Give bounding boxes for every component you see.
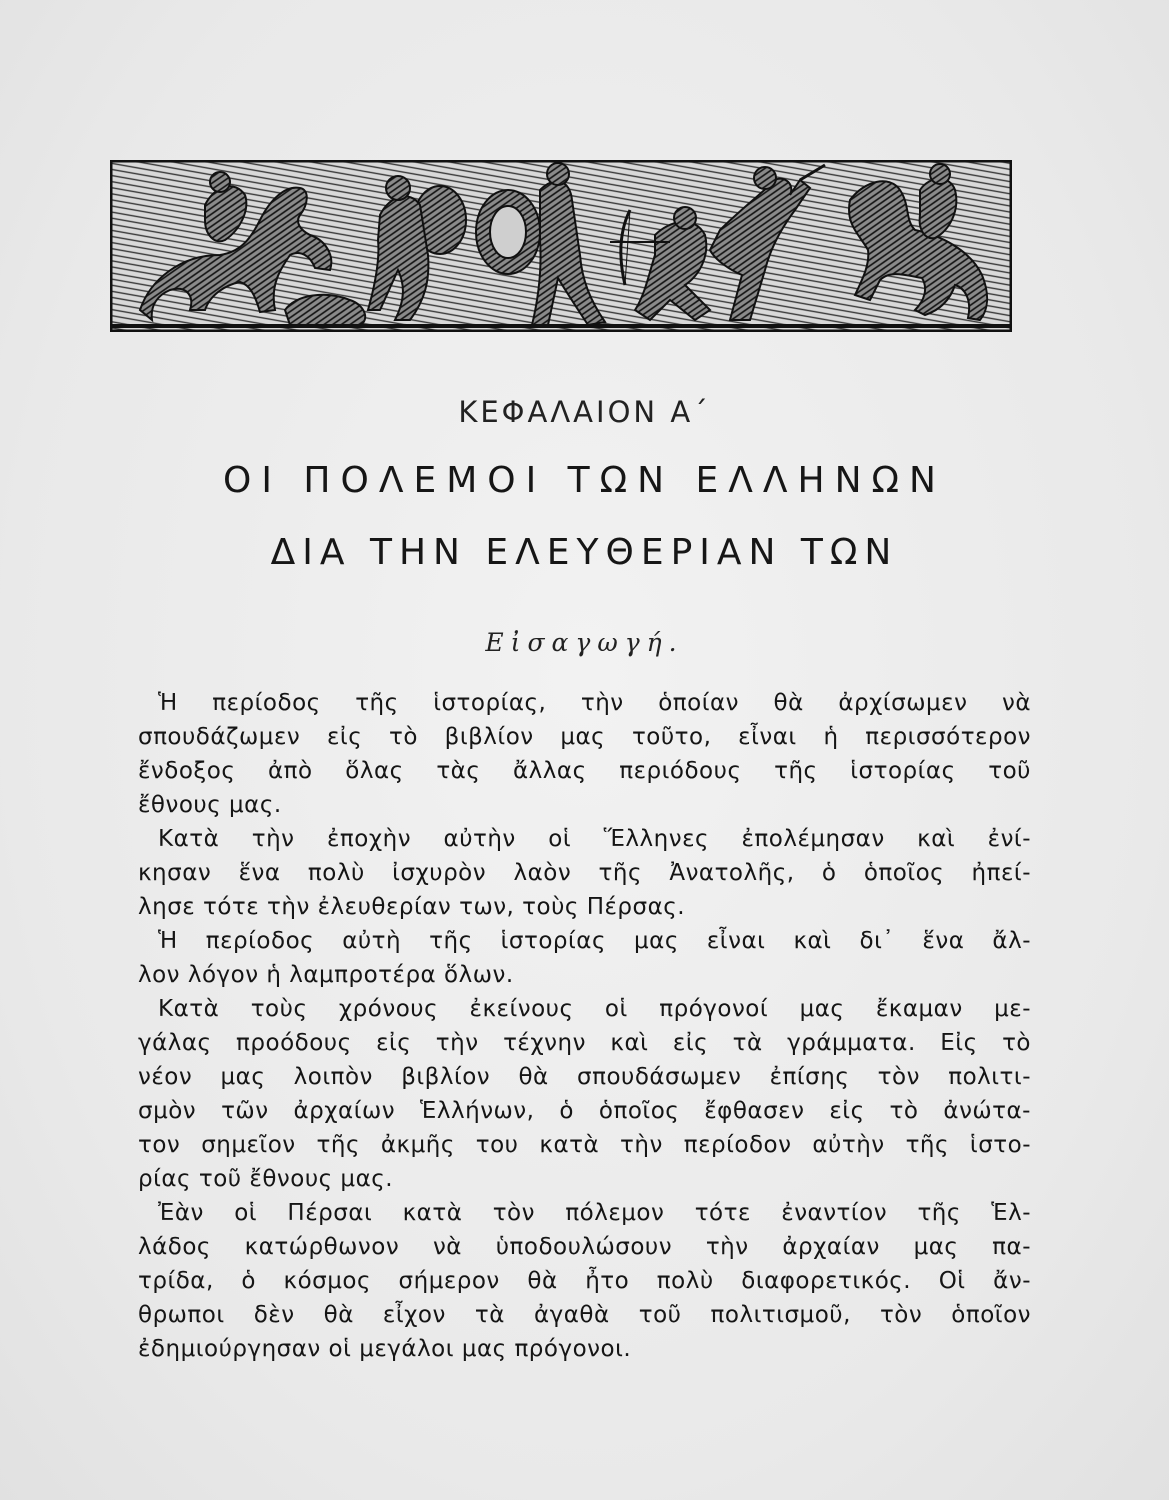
text-line: Κατὰ τὴν ἐποχὴν αὐτὴν οἱ Ἕλληνες ἐπολέμησαν καὶ ἐνί- (158, 826, 1031, 852)
text-line: ρίας τοῦ ἔθνους μας. (138, 1166, 394, 1192)
text-line: κησαν ἕνα πολὺ ἰσχυρὸν λαὸν τῆς Ἀνατολῆς, ὁ ὁποῖος ἠπεί- (138, 860, 1031, 886)
text-line: Ἡ περίοδος αὐτὴ τῆς ἱστορίας μας εἶναι καὶ δι᾽ ἕνα ἄλ- (158, 928, 1031, 954)
text-line: λάδος κατώρθωνον νὰ ὑποδουλώσουν τὴν ἀρχαίαν μας πα- (138, 1234, 1031, 1260)
chapter-title-line-2: ΔΙΑ ΤΗΝ ΕΛΕΥΘΕΡΙΑΝ ΤΩΝ (270, 532, 899, 573)
section-title: Εἰσαγωγή. (485, 628, 684, 657)
text-line: νέον μας λοιπὸν βιβλίον θὰ σπουδάσωμεν ἐπίσης τὸν πολιτι- (138, 1064, 1031, 1090)
text-line: τον σημεῖον τῆς ἀκμῆς του κατὰ τὴν περίοδον αὐτὴν τῆς ἱστο- (138, 1132, 1031, 1158)
text-line: σμὸν τῶν ἀρχαίων Ἑλλήνων, ὁ ὁποῖος ἔφθασεν εἰς τὸ ἀνώτα- (138, 1098, 1031, 1124)
chapter-label: ΚΕΦΑΛΑΙΟΝ Α΄ (458, 395, 711, 429)
text-line: ἔθνους μας. (138, 792, 282, 818)
text-line: λον λόγον ἡ λαμπροτέρα ὅλων. (138, 962, 514, 988)
text-line: Κατὰ τοὺς χρόνους ἐκείνους οἱ πρόγονοί μας ἔκαμαν με- (158, 996, 1031, 1022)
text-line: σπουδάζωμεν εἰς τὸ βιβλίον μας τοῦτο, εἶναι ἡ περισσότερον (138, 724, 1031, 750)
text-line: ἐδημιούργησαν οἱ μεγάλοι μας πρόγονοι. (138, 1336, 632, 1362)
text-line: Ἡ περίοδος τῆς ἱστορίας, τὴν ὁποίαν θὰ ἀρχίσωμεν νὰ (158, 690, 1031, 716)
text-line: τρίδα, ὁ κόσμος σήμερον θὰ ἦτο πολὺ διαφορετικός. Οἱ ἄν- (138, 1268, 1031, 1294)
text-line: γάλας προόδους εἰς τὴν τέχνην καὶ εἰς τὰ γράμματα. Εἰς τὸ (138, 1030, 1031, 1056)
chapter-title-line-1: ΟΙ ΠΟΛΕΜΟΙ ΤΩΝ ΕΛΛΗΝΩΝ (223, 460, 946, 501)
battle-frieze-illustration (110, 160, 1012, 332)
text-line: Ἐὰν οἱ Πέρσαι κατὰ τὸν πόλεμον τότε ἐναντίον τῆς Ἑλ- (158, 1200, 1031, 1226)
body-text (138, 686, 1031, 1366)
text-line: θρωποι δὲν θὰ εἶχον τὰ ἀγαθὰ τοῦ πολιτισμοῦ, τὸν ὁποῖον (138, 1302, 1031, 1328)
text-line: λησε τότε τὴν ἐλευθερίαν των, τοὺς Πέρσας. (138, 894, 686, 920)
text-line: ἔνδοξος ἀπὸ ὅλας τὰς ἄλλας περιόδους τῆς ἱστορίας τοῦ (138, 758, 1031, 784)
